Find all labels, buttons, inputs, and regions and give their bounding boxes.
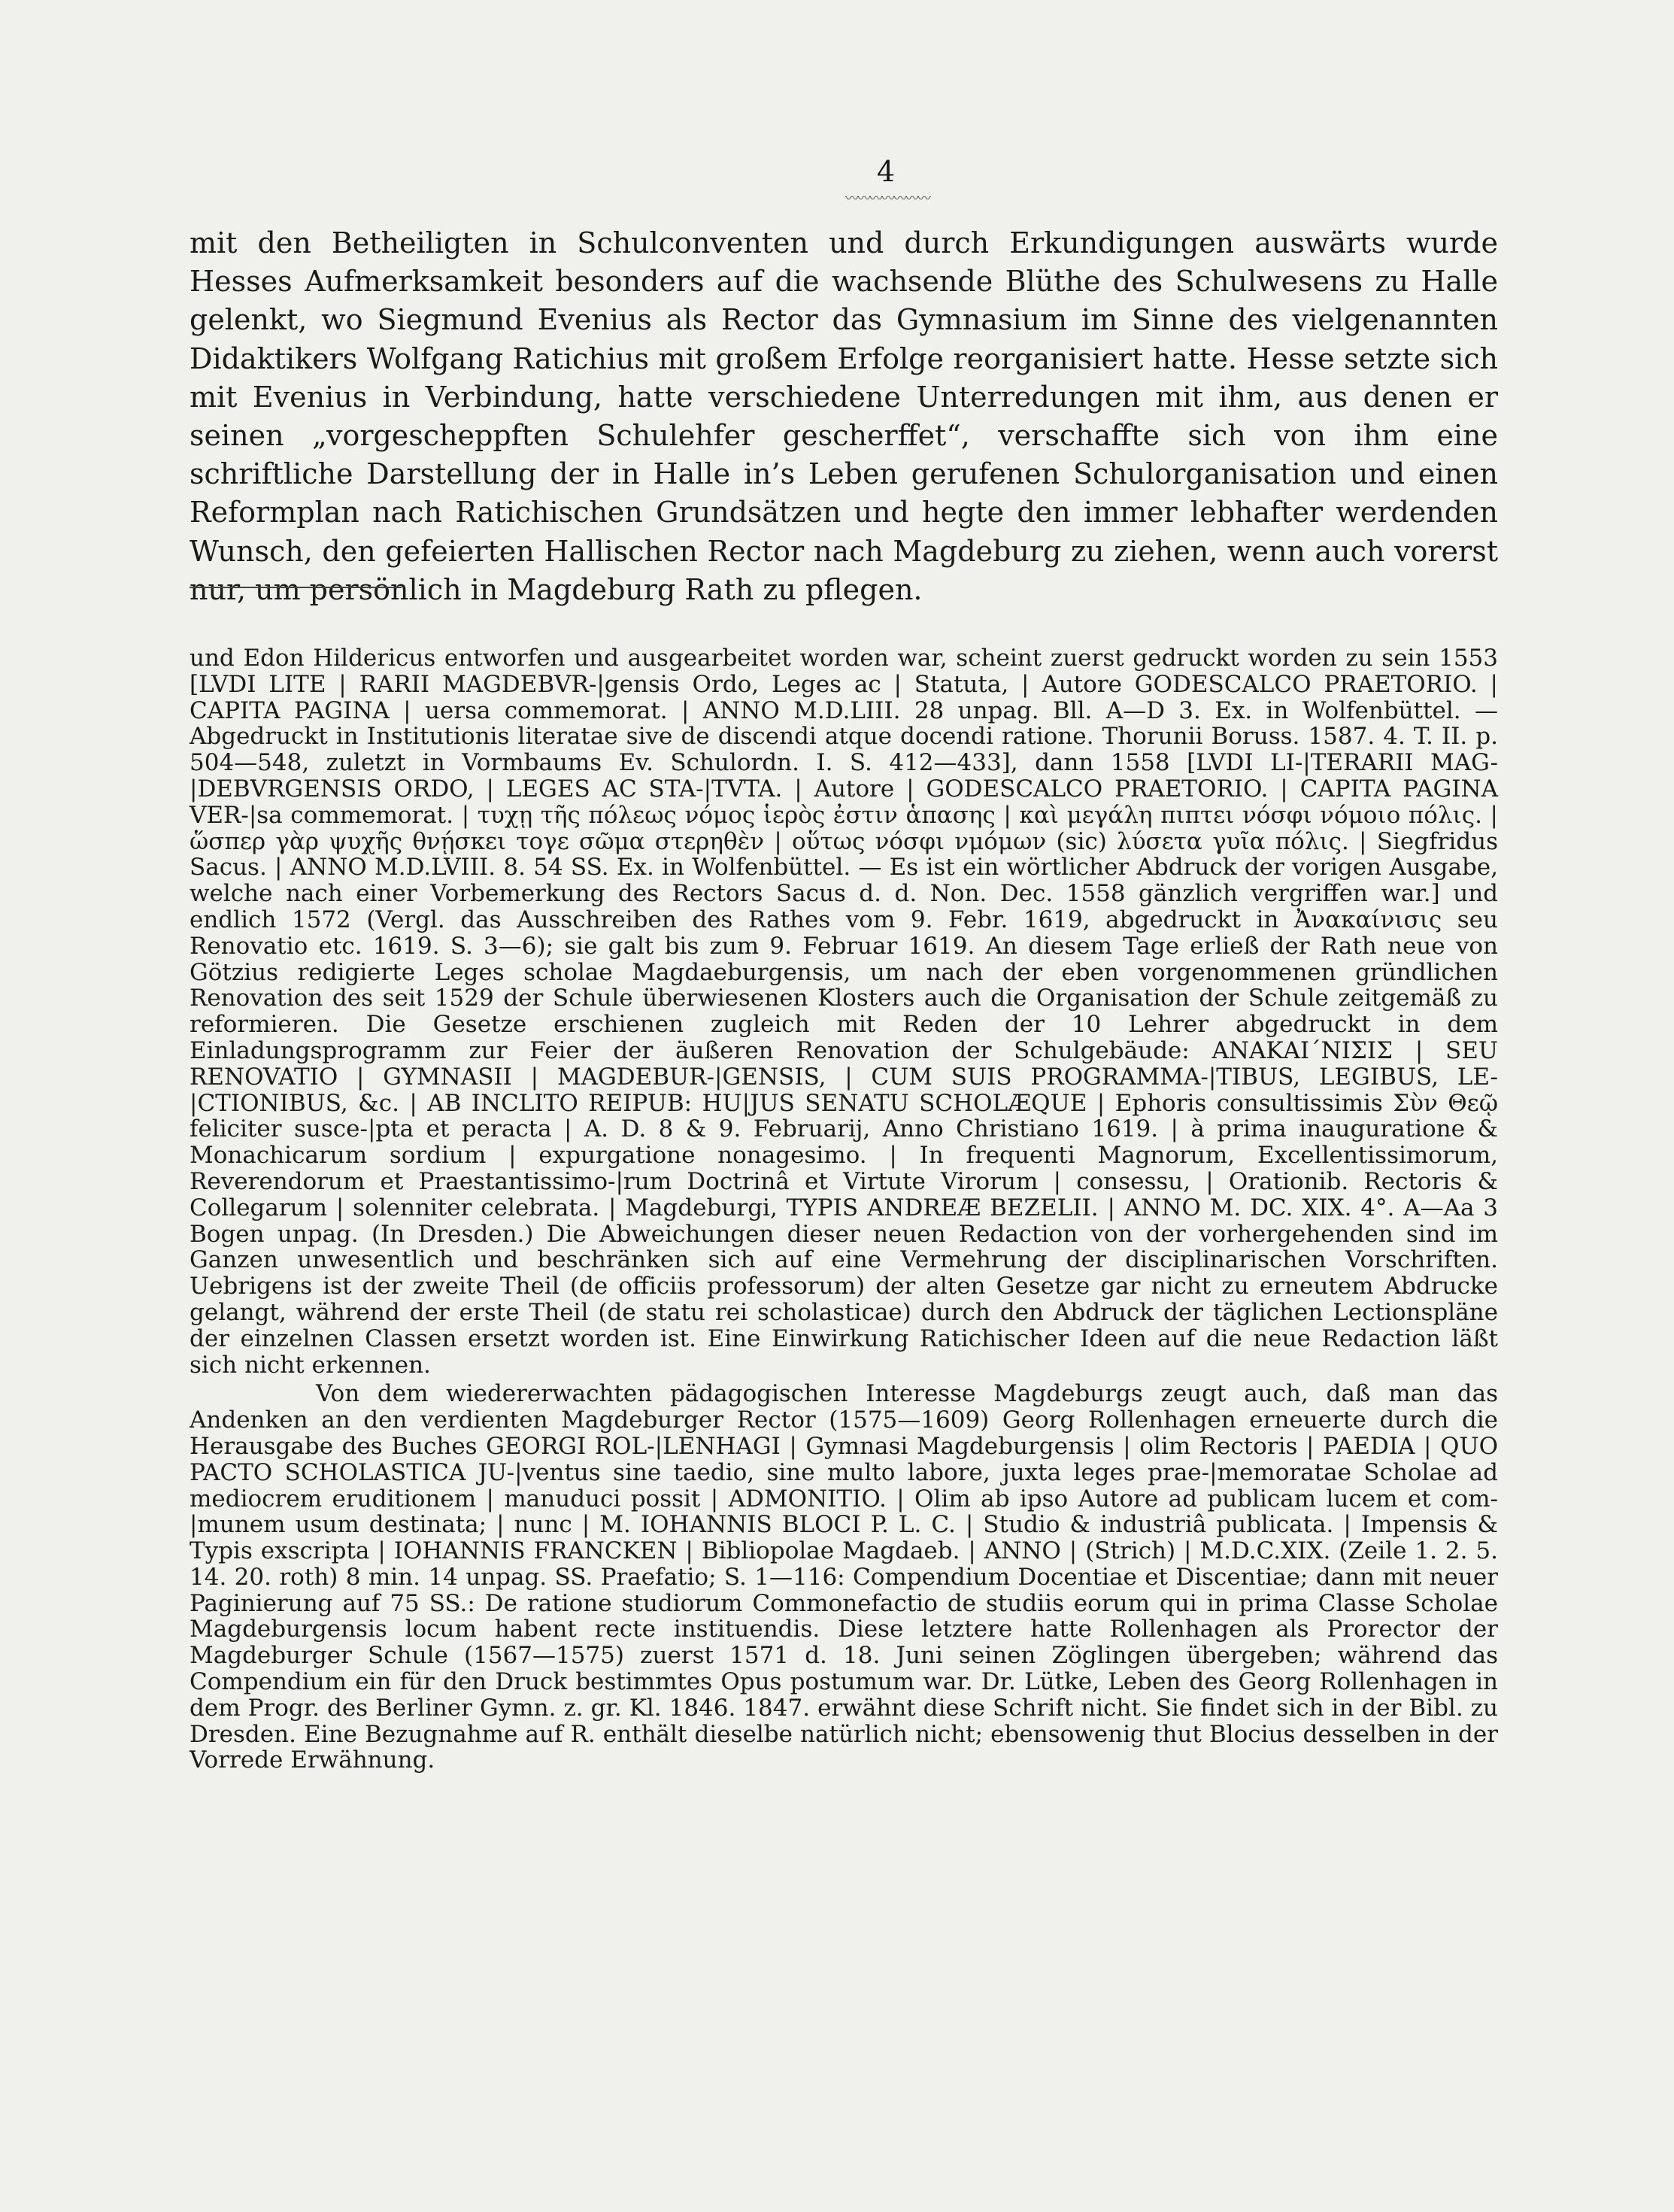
footnote-paragraph-1: und Edon Hildericus entworfen und ausgearbeitet worden war, scheint zuerst gedruckt worden zu sein 1553 [LVDI LITE | RARII MAGDEBVR-|gensis Ordo, Leges ac | Statuta, | Autore GODESCALCO PRAETORIO. | CAPITA PAGINA | uersa commemorat. | ANNO M.D.LIII. 28 unpag. Bll. A—D 3. Ex. in Wolfenbüttel. — Abgedruckt in Institutionis literatae sive de discendi atque docendi ratione. Thorunii Boruss. 1587. 4. T. II. p. 504—548, zuletzt in Vormbaums Ev. Schulordn. I. S. 412—433], dann 1558 [LVDI LI-|TERARII MAG-|DEBVRGENSIS ORDO, | LEGES AC STA-|TVTA. | Autore | GODESCALCO PRAETORIO. | CAPITA PAGINA VER-|sa commemorat. | τυχῃ τῆς πόλεως νόμος ἱερὸς ἐστιν ἁπασης | καὶ μεγάλη πιπτει νόσφι νόμοιο πόλις. | ὥσπερ γὰρ ψυχῆς θνῄσκει τογε σῶμα στερηθὲν | οὕτως νόσφι νμόμων (sic) λύσετα γυῖα πόλις. | Siegfridus Sacus. | ANNO M.D.LVIII. 8. 54 SS. Ex. in Wolfenbüttel. — Es ist ein wörtlicher Abdruck der vorigen Ausgabe, welche nach einer Vorbemerkung des Rectors Sacus d. d. Non. Dec. 1558 gänzlich vergriffen war.] und endlich 1572 (Vergl. das Ausschreiben des Rathes vom 9. Febr. 1619, abgedruckt in Ἀνακαίνισις seu Renovatio etc. 1619. S. 3—6); sie galt bis zum 9. Februar 1619. An diesem Tage erließ der Rath neue von Götzius redigierte Leges scholae Magdaeburgensis, um nach der eben vorgenommenen gründlichen Renovation des seit 1529 der Schule überwiesenen Klosters auch die Organisation der Schule zeitgemäß zu reformieren. Die Gesetze erschienen zugleich mit Reden der 10 Lehrer abgedruckt in dem Einladungsprogramm zur Feier der äußeren Renovation der Schulgebäude: ΑΝΑΚΑΙ´ΝΙΣΙΣ | SEU RENOVATIO | GYMNASII | MAGDEBUR-|GENSIS, | CUM SUIS PROGRAMMA-|TIBUS, LEGIBUS, LE-|CTIONIBUS, &c. | AB INCLITO REIPUB: HU|JUS SENATU SCHOLÆQUE | Ephoris consultissimis Σὺν Θεῷ feliciter susce-|pta et peracta | A. D. 8 & 9. Februarij, Anno Christiano 1619. | à prima inauguratione & Monachicarum sordium | expurgatione nonagesimo. | In frequenti Magnorum, Excellentissimorum, Reverendorum et Praestantissimo-|rum Doctrinâ et Virtute Virorum | consessu, | Orationib. Rectoris & Collegarum | solenniter celebrata. | Magdeburgi, TYPIS ANDREÆ BEZELII. | ANNO M. DC. XIX. 4°. A—Aa 3 Bogen unpag. (In Dresden.) Die Abweichungen dieser neuen Redaction von der vorhergehenden sind im Ganzen unwesentlich und beschränken sich auf eine Vermehrung der disciplinarischen Vorschriften. Uebrigens ist der zweite Theil (de officiis professorum) der alten Gesetze gar nicht zu erneutem Abdrucke gelangt, während der erste Theil (de statu rei scholasticae) durch den Abdruck der täglichen Lectionspläne der einzelnen Classen ersetzt worden ist. Eine Einwirkung Ratichischer Ideen auf die neue Redaction läßt sich nicht erkennen. xyxy=(190,645,1498,1379)
footnote-divider xyxy=(190,587,402,588)
footnote xyxy=(190,645,1498,1774)
page-number: 4 xyxy=(876,155,896,188)
main-paragraph: mit den Betheiligten in Schulconventen und durch Erkundigungen auswärts wurde Hesses Aufmerksamkeit besonders auf die wachsende Blüthe des Schulwesens zu Halle gelenkt, wo Siegmund Evenius als Rector das Gymnasium im Sinne des vielgenannten Didaktikers Wolfgang Ratichius mit großem Erfolge reorganisiert hatte. Hesse setzte sich mit Evenius in Verbindung, hatte verschiedene Unterredungen mit ihm, aus denen er seinen „vorgescheppften Schulehfer gescherffet“, verschaffte sich von ihm eine schriftliche Darstellung der in Halle in’s Leben gerufenen Schulorganisation und einen Reformplan nach Ratichischen Grundsätzen und hegte den immer lebhafter werdenden Wunsch, den gefeierten Hallischen Rector nach Magdeburg zu ziehen, wenn auch vorerst nur, um persönlich in Magdeburg Rath zu pflegen. xyxy=(190,226,1498,606)
page-number-ornament: 〰〰〰〰〰〰〰 xyxy=(845,193,929,206)
footnote-paragraph-2: Von dem wiedererwachten pädagogischen Interesse Magdeburgs zeugt auch, daß man das Andenken an den verdienten Magdeburger Rector (1575—1609) Georg Rollenhagen erneuerte durch die Herausgabe des Buches GEORGI ROL-|LENHAGI | Gymnasi Magdeburgensis | olim Rectoris | PAEDIA | QUO PACTO SCHOLASTICA JU-|ventus sine taedio, sine multo labore, juxta leges prae-|memoratae Scholae ad mediocrem eruditionem | manuduci possit | ADMONITIO. | Olim ab ipso Autore ad publicam lucem et com-|munem usum destinata; | nunc | M. IOHANNIS BLOCI P. L. C. | Studio & industriâ publicata. | Impensis & Typis exscripta | IOHANNIS FRANCKEN | Bibliopolae Magdaeb. | ANNO | (Strich) | M.D.C.XIX. (Zeile 1. 2. 5. 14. 20. roth) 8 min. 14 unpag. SS. Praefatio; S. 1—116: Compendium Docentiae et Discentiae; dann mit neuer Paginierung auf 75 SS.: De ratione studiorum Commonefactio de studiis eorum qui in prima Classe Scholae Magdeburgensis locum habent recte instituendis. Diese letztere hatte Rollenhagen als Prorector der Magdeburger Schule (1567—1575) zuerst 1571 d. 18. Juni seinen Zöglingen übergeben; während das Compendium ein für den Druck bestimmtes Opus postumum war. Dr. Lütke, Leben des Georg Rollenhagen in dem Progr. des Berliner Gymn. z. gr. Kl. 1846. 1847. erwähnt diese Schrift nicht. Sie findet sich in der Bibl. zu Dresden. Eine Bezugnahme auf R. enthält dieselbe natürlich nicht; ebensowenig thut Blocius desselben in der Vorrede Erwähnung. xyxy=(190,1380,1498,1774)
main-text xyxy=(190,224,1498,609)
